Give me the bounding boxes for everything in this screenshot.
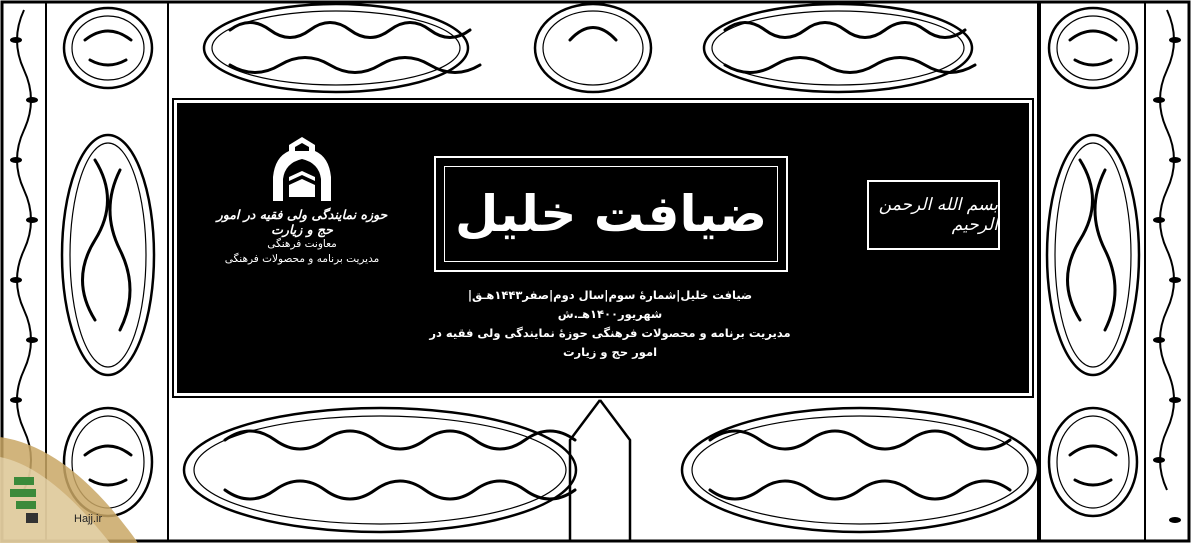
basmala-frame (867, 180, 1000, 250)
issue-info (427, 286, 793, 362)
organization-block (207, 133, 397, 267)
top-cartouche-row (204, 4, 972, 92)
issue-info-line-2: مدیریت برنامه و محصولات فرهنگی حوزهٔ نمایندگی ولی فقیه در امور حج و زیارت (429, 326, 791, 359)
hajj-site-label[interactable]: Hajj.ir (74, 513, 103, 525)
title-frame (434, 156, 788, 272)
hajj-watermark-badge (0, 437, 138, 543)
organization-logo-icon (263, 133, 341, 205)
organization-office: مدیریت برنامه و محصولات فرهنگی (224, 253, 380, 265)
banner-title: ضیافت خلیل (454, 185, 768, 243)
organization-department: معاونت فرهنگی (267, 238, 337, 250)
central-banner-panel (174, 100, 1032, 396)
issue-info-line-1: ضیافت خلیل|شمارهٔ سوم|سال دوم|صفر۱۴۴۳هـق|شهریور۱۴۰۰هـ.ش (467, 288, 753, 321)
organization-name: حوزه نمایندگی ولی فقیه در امور حج و زیارت (216, 207, 388, 237)
bottom-cartouche-row (184, 400, 1038, 540)
basmala-calligraphy: بسم الله الرحمن الرحیم (878, 195, 998, 235)
title-inner-frame (444, 166, 778, 262)
